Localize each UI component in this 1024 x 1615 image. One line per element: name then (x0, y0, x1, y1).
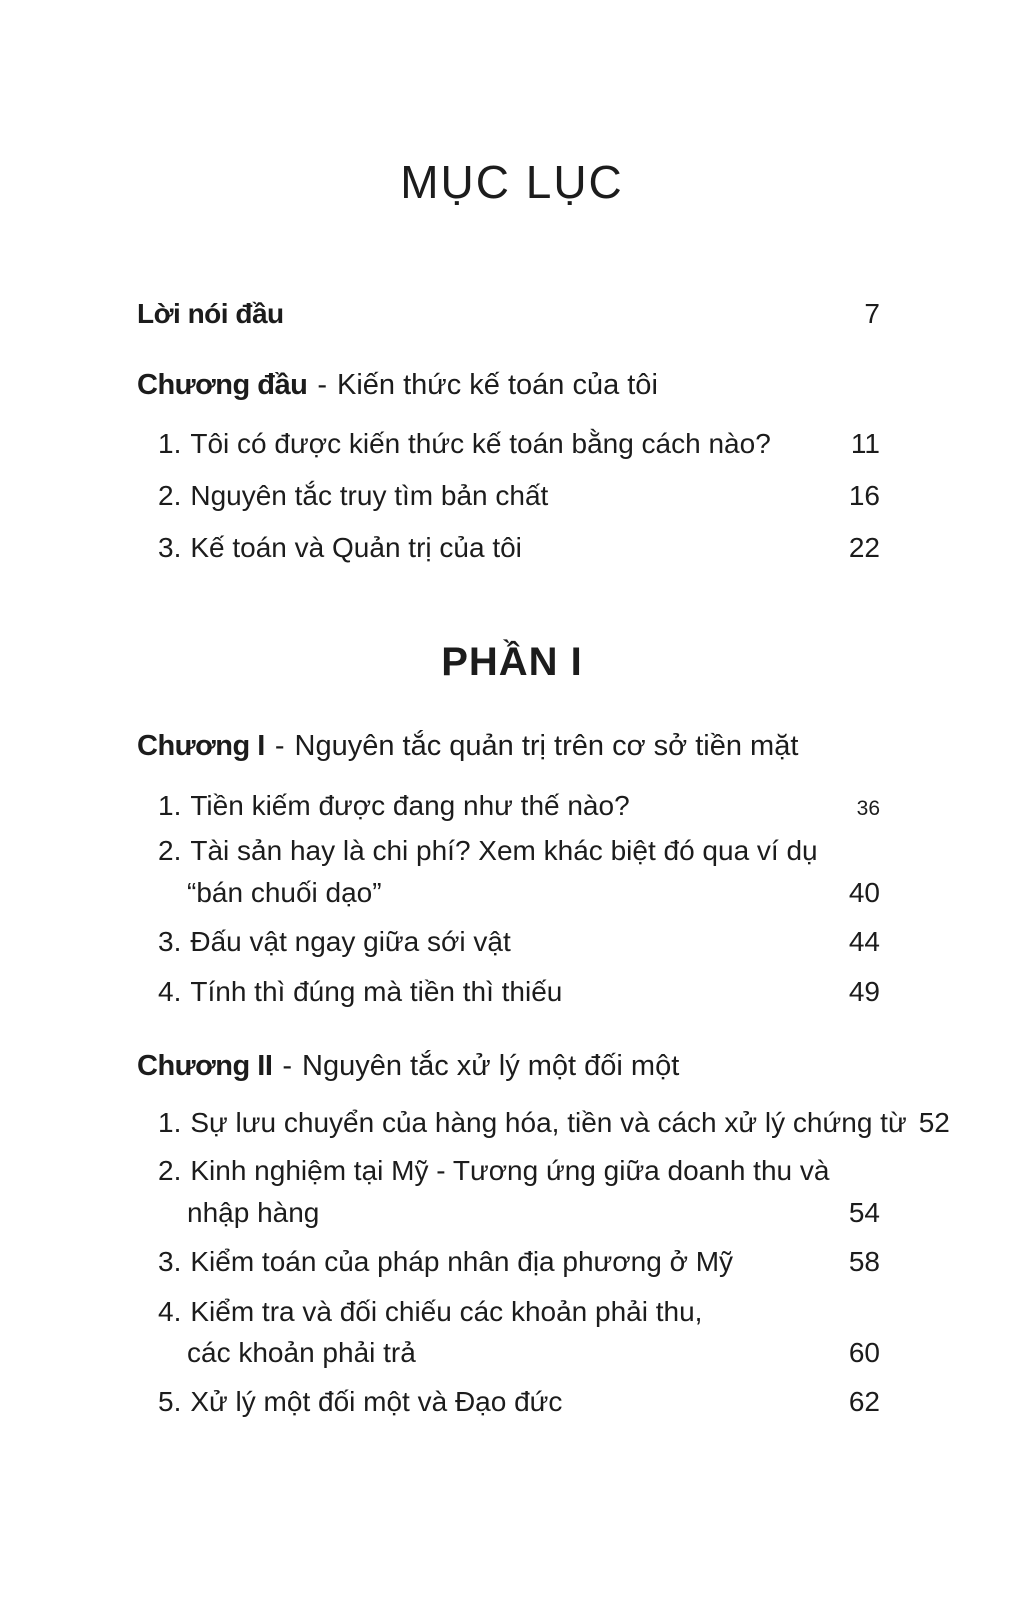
toc-item (158, 528, 880, 568)
item-number: 2. (158, 1155, 182, 1186)
item-number: 1. (158, 1107, 182, 1138)
toc-item (158, 476, 880, 516)
preface-row (137, 294, 880, 334)
item-page-number: 58 (848, 1246, 880, 1277)
item-page-number: 52 (918, 1107, 950, 1138)
chapter0-title: Kiến thức kế toán của tôi (337, 369, 658, 401)
item-number: 4. (158, 1296, 182, 1327)
item-number: 3. (158, 1246, 182, 1277)
toc-item (158, 1382, 880, 1422)
preface-page-number: 7 (864, 298, 880, 329)
item-title: Kế toán và Quản trị của tôi (190, 532, 522, 563)
toc-item (158, 972, 880, 1012)
item-number: 2. (158, 480, 182, 511)
item-title-line1: Kinh nghiệm tại Mỹ - Tương ứng giữa doanh thu và (190, 1155, 830, 1186)
item-title: Tôi có được kiến thức kế toán bằng cách nào? (190, 428, 771, 459)
item-title: Tính thì đúng mà tiền thì thiếu (190, 976, 563, 1007)
item-page-number: 54 (848, 1197, 880, 1228)
item-number: 1. (158, 428, 182, 459)
item-number: 3. (158, 926, 182, 957)
item-title: Sự lưu chuyển của hàng hóa, tiền và cách xử lý chứng từ (190, 1107, 907, 1138)
item-title: Nguyên tắc truy tìm bản chất (190, 480, 549, 511)
item-page-number: 22 (848, 532, 880, 563)
item-title: Tiền kiếm được đang như thế nào? (190, 790, 630, 821)
toc-item (158, 424, 880, 464)
chapter1-title: Nguyên tắc quản trị trên cơ sở tiền mặt (294, 730, 799, 762)
chapter1-label: Chương I (137, 730, 265, 762)
item-title: Đấu vật ngay giữa sới vật (190, 926, 511, 957)
item-number: 1. (158, 790, 182, 821)
toc-item-line1 (158, 1292, 880, 1332)
item-page-number: 40 (848, 877, 880, 908)
item-page-number: 62 (848, 1386, 880, 1417)
item-page-number: 16 (848, 480, 880, 511)
toc-item-line2 (187, 1193, 880, 1233)
toc-item (158, 1242, 880, 1282)
item-title-line1: Kiểm tra và đối chiếu các khoản phải thu, (190, 1296, 703, 1327)
chapter2-heading (137, 1046, 880, 1086)
item-number: 2. (158, 835, 182, 866)
item-title: Xử lý một đối một và Đạo đức (190, 1386, 563, 1417)
toc-item (158, 1103, 950, 1143)
chapter2-label: Chương II (137, 1050, 273, 1082)
item-title-line2: “bán chuối dạo” (187, 877, 382, 908)
item-title-line1: Tài sản hay là chi phí? Xem khác biệt đó qua ví dụ (190, 835, 818, 866)
item-title-line2: các khoản phải trả (187, 1337, 416, 1368)
item-page-number: 36 (856, 797, 880, 820)
item-number: 4. (158, 976, 182, 1007)
item-page-number: 60 (848, 1337, 880, 1368)
chapter0-label: Chương đầu (137, 369, 308, 401)
toc-item-line1 (158, 1151, 880, 1191)
chapter1-heading (137, 726, 880, 766)
item-page-number: 44 (848, 926, 880, 957)
chapter0-separator: - (317, 369, 327, 401)
toc-item-line1 (158, 831, 880, 871)
toc-item (158, 922, 880, 962)
chapter2-separator: - (282, 1050, 293, 1082)
toc-item (158, 786, 880, 829)
toc-item-line2 (187, 1333, 880, 1373)
toc-item-line2 (187, 873, 880, 913)
item-title: Kiểm toán của pháp nhân địa phương ở Mỹ (190, 1246, 734, 1277)
item-page-number: 49 (848, 976, 880, 1007)
item-number: 3. (158, 532, 182, 563)
item-title-line2: nhập hàng (187, 1197, 320, 1228)
chapter0-heading (137, 365, 880, 405)
part1-heading: PHẦN I (441, 640, 583, 684)
chapter1-separator: - (274, 730, 285, 762)
preface-label: Lời nói đầu (137, 298, 284, 329)
chapter2-title: Nguyên tắc xử lý một đối một (302, 1050, 680, 1082)
toc-title: MỤC LỤC (400, 156, 624, 208)
item-number: 5. (158, 1386, 182, 1417)
item-page-number: 11 (850, 428, 880, 459)
